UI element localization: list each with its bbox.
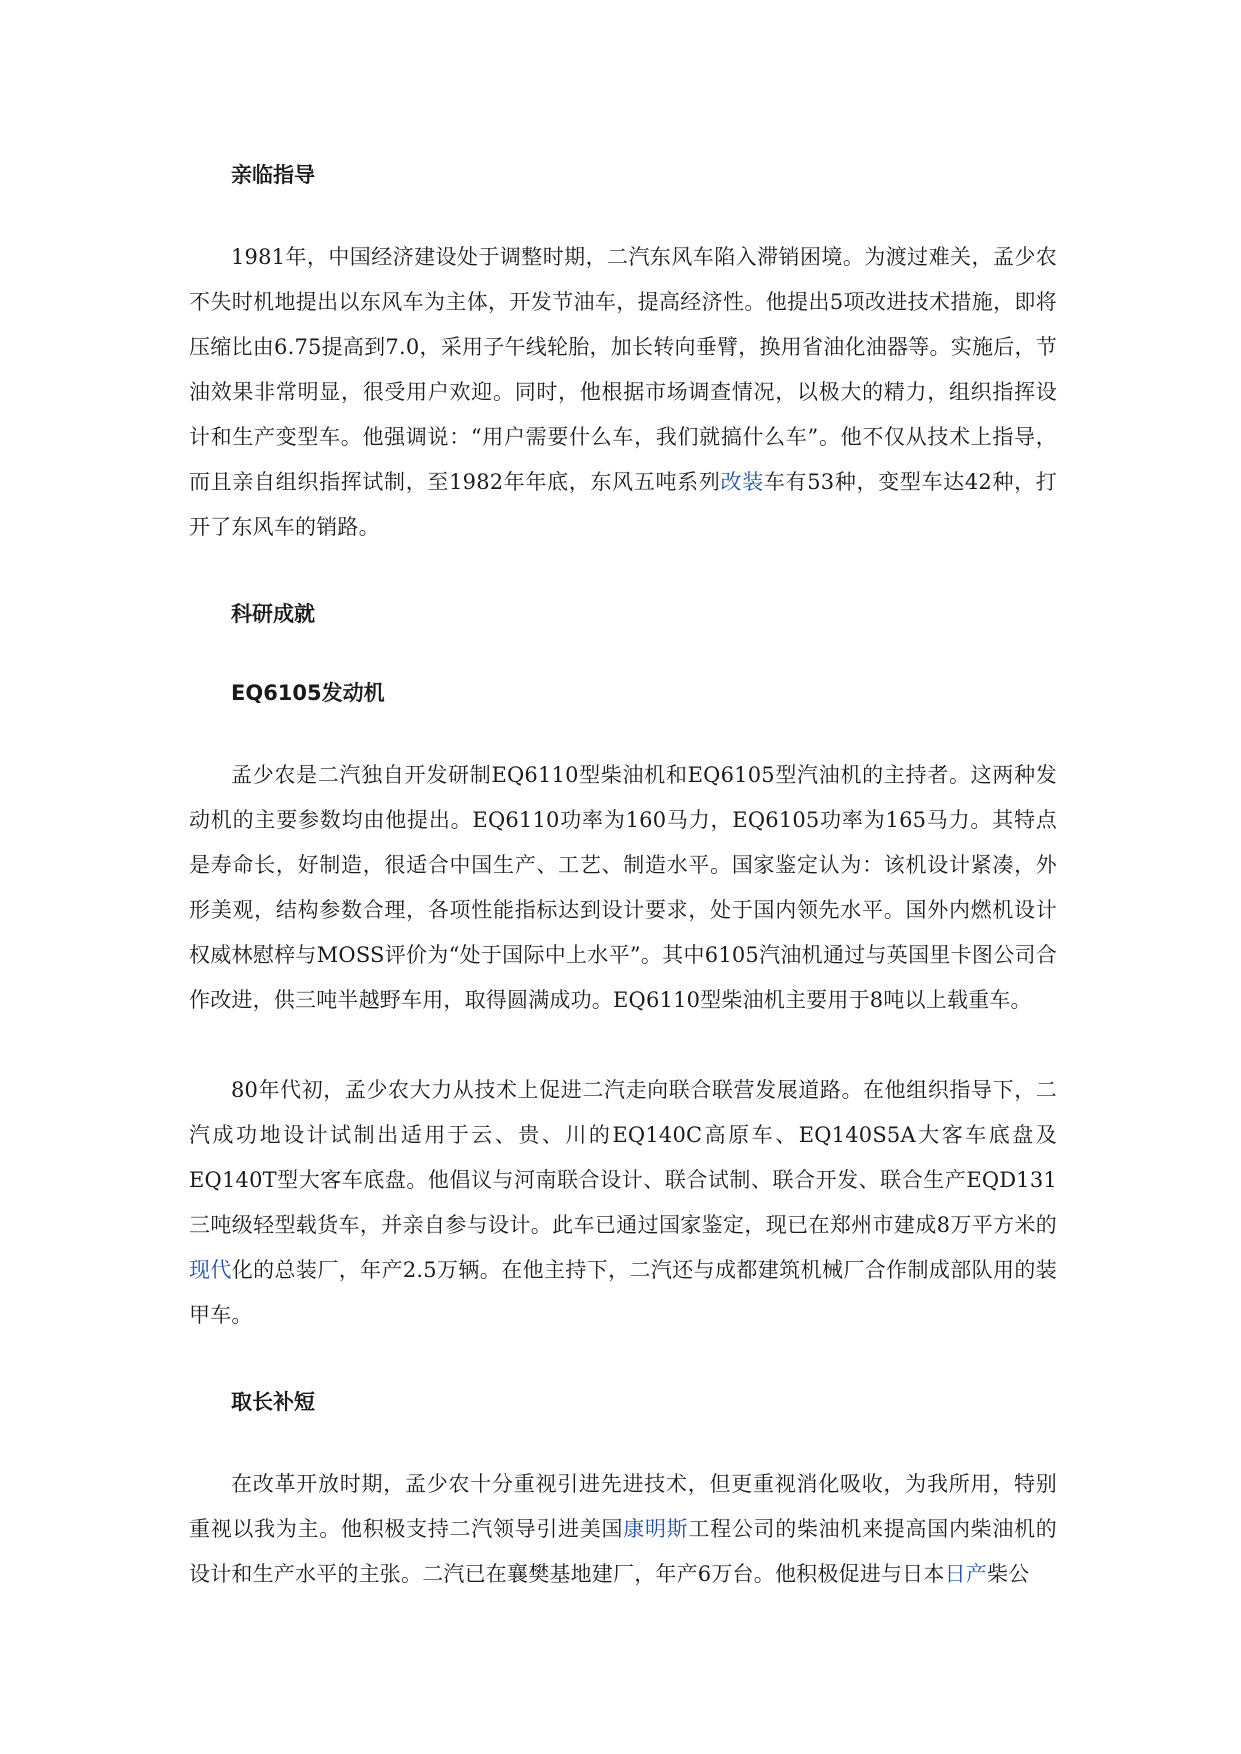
link-nissan[interactable]: 日产: [944, 1562, 987, 1586]
section-heading-research: 科研成就: [231, 602, 315, 626]
link-gaizhuang[interactable]: 改装: [720, 470, 764, 494]
paragraph-learning: [189, 1462, 1057, 1597]
paragraph-text: 化的总装厂，年产2.5万辆。在他主持下，二汽还与成都建筑机械厂合作制成部队用的装甲车。: [189, 1258, 1057, 1327]
link-xiandai[interactable]: 现代: [189, 1258, 232, 1282]
paragraph-text: 工程公司的柴油机来提高国内柴油机的设计和生产水平的主张。二汽已在襄樊基地建厂，年产6万台。他积极促进与日本: [189, 1517, 1057, 1586]
paragraph-text: 1981年，中国经济建设处于调整时期，二汽东风车陷入滞销困境。为渡过难关，孟少农不失时机地提出以东风车为主体，开发节油车，提高经济性。他提出5项改进技术措施，即将压缩比由6.75提高到7.0，采用子午线轮胎，加长转向垂臂，换用省油化油器等。实施后，节油效果非常明显，很受用户欢迎。同时，他根据市场调查情况，以极大的精力，组织指挥设计和生产变型车。他强调说：“用户需要什么车，我们就搞什么车”。他不仅从技术上指导，而且亲自组织指挥试制，至1982年年底，东风五吨系列: [189, 245, 1057, 494]
paragraph-guidance: [189, 235, 1057, 550]
paragraph-text: 车有53种，变型车达42种，打开了东风车的销路。: [189, 470, 1057, 539]
paragraph-text: 柴公: [986, 1562, 1030, 1586]
document-body: [189, 160, 1057, 1597]
subheading-engine: EQ6105发动机: [231, 681, 385, 705]
section-heading-guidance: 亲临指导: [231, 163, 315, 187]
link-cummins[interactable]: 康明斯: [623, 1517, 689, 1541]
section-heading-learning: 取长补短: [231, 1390, 315, 1414]
paragraph-engine: 孟少农是二汽独自开发研制EQ6110型柴油机和EQ6105型汽油机的主持者。这两种发动机的主要参数均由他提出。EQ6110功率为160马力，EQ6105功率为165马力。其特点是寿命长，好制造，很适合中国生产、工艺、制造水平。国家鉴定认为：该机设计紧凑，外形美观，结构参数合理，各项性能指标达到设计要求，处于国内领先水平。国外内燃机设计权威林慰梓与MOSS评价为“处于国际中上水平”。其中6105汽油机通过与英国里卡图公司合作改进，供三吨半越野车用，取得圆满成功。EQ6110型柴油机主要用于8吨以上载重车。: [189, 763, 1057, 1012]
paragraph-text: 在改革开放时期，孟少农十分重视引进先进技术，但更重视消化吸收，为我所用，特别重视以我为主。他积极支持二汽领导引进美国: [189, 1472, 1057, 1541]
paragraph-joint-development: [189, 1068, 1057, 1338]
paragraph-text: 80年代初，孟少农大力从技术上促进二汽走向联合联营发展道路。在他组织指导下，二汽成功地设计试制出适用于云、贵、川的EQ140C高原车、EQ140S5A大客车底盘及EQ140T型大客车底盘。他倡议与河南联合设计、联合试制、联合开发、联合生产EQD131三吨级轻型载货车，并亲自参与设计。此车已通过国家鉴定，现已在郑州市建成8万平方米的: [189, 1078, 1057, 1237]
